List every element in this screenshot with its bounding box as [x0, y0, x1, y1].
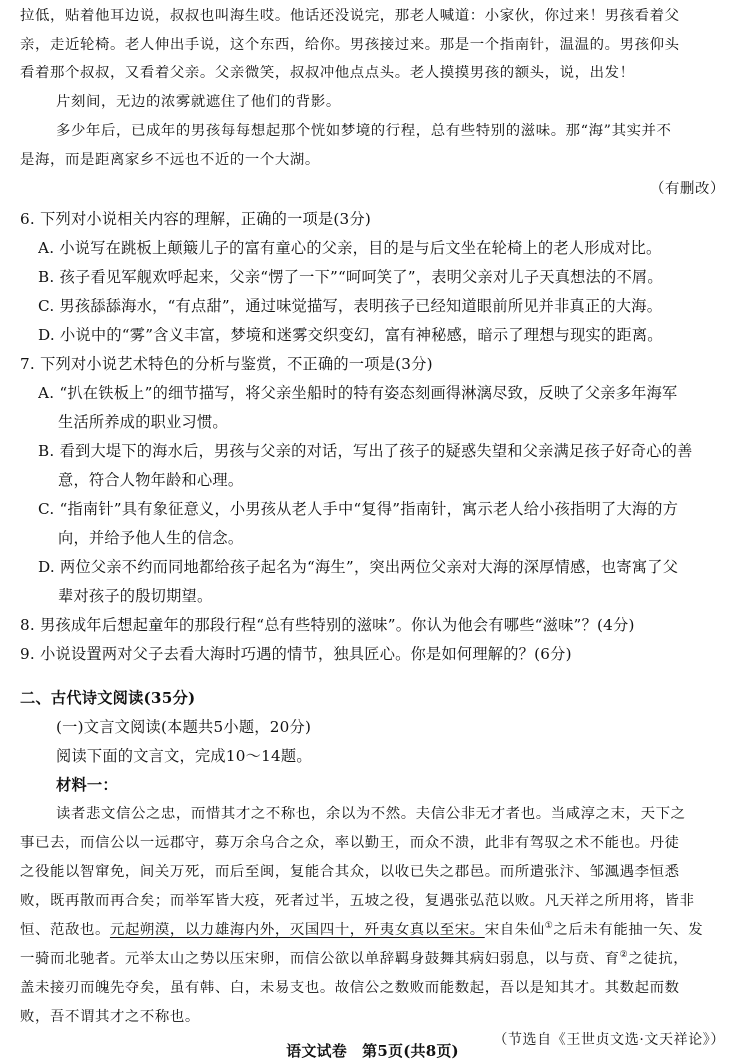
classical-line: 败，吾不谓其才之不称也。 — [20, 1009, 200, 1025]
section-2-heading: 二、古代诗文阅读(35分) — [20, 689, 196, 707]
section-2-subheading: (一)文言文阅读(本题共5小题，20分) — [56, 718, 312, 736]
question-6-stem: 6. 下列对小说相关内容的理解，正确的一项是(3分) — [20, 210, 372, 228]
question-6-option-d: D. 小说中的“雾”含义丰富，梦境和迷雾交织变幻，富有神秘感，暗示了理想与现实的距离。 — [38, 326, 663, 344]
question-6-option-c: C. 男孩舔舔海水，“有点甜”，通过味觉描写，表明孩子已经知道眼前所见并非真正的大海。 — [38, 297, 663, 315]
story-line: 多少年后，已成年的男孩每每想起那个恍如梦境的行程，总有些特别的滋味。那“海”其实并不 — [56, 123, 672, 139]
classical-line: 读者悲文信公之忠，而惜其才之不称也，余以为不然。夫信公非无才者也。当咸淳之末，天下之 — [56, 806, 686, 822]
underlined-sentence: 元起朔漠，以力雄海内外，灭国四十，歼夷女真以至宋。 — [109, 922, 485, 938]
question-9: 9. 小说设置两对父子去看大海时巧遇的情节，独具匠心。你是如何理解的？(6分) — [20, 645, 572, 663]
source-note: （有删改） — [650, 181, 725, 197]
story-line: 片刻间，无边的浓雾就遮住了他们的背影。 — [56, 94, 341, 110]
classical-line — [20, 949, 725, 969]
question-7-option-b-cont: 意，符合人物年龄和心理。 — [58, 471, 244, 489]
classical-line: 之役能以智窜免，间关万死，而后至闽，复能合其众，以收已失之郡邑。而所遣张汴、邹渢遇李恒悉 — [20, 864, 680, 880]
classical-line: 事已去，而信公以一远郡守，募万余乌合之众，率以勤王，而众不溃，此非有驾驭之术不能也。丹徒 — [20, 835, 680, 851]
question-7-option-c-cont: 向，并给予他人生的信念。 — [58, 529, 244, 547]
question-6-option-a: A. 小说写在跳板上颠簸儿子的富有童心的父亲，目的是与后文坐在轮椅上的老人形成对比。 — [38, 239, 662, 257]
classical-line: 盖未接刃而魄先夺矣，虽有韩、白，未易支也。故信公之数败而能数起，吾以是知其才。其数起而数 — [20, 980, 680, 996]
question-7-option-c: C. “指南针”具有象征意义，小男孩从老人手中“复得”指南针，寓示老人给小孩指明了大海的方 — [38, 500, 679, 518]
classical-line — [20, 920, 725, 940]
question-7-option-d: D. 两位父亲不约而同地都给孩子起名为“海生”，突出两位父亲对大海的深厚情感，也寄寓了父 — [38, 558, 679, 576]
question-8: 8. 男孩成年后想起童年的那段行程“总有些特别的滋味”。你认为他会有哪些“滋味”？(4分) — [20, 616, 635, 634]
question-7-stem: 7. 下列对小说艺术特色的分析与鉴赏，不正确的一项是(3分) — [20, 355, 433, 373]
question-7-option-b: B. 看到大堤下的海水后，男孩与父亲的对话，写出了孩子的疑惑失望和父亲满足孩子好奇心的善 — [38, 442, 693, 460]
footnote-marker: ① — [544, 921, 554, 932]
classical-text: 之徒抗， — [628, 951, 689, 967]
classical-text: 恒、范敌也。 — [20, 922, 110, 938]
story-line: 是海，而是距离家乡不远也不近的一个大湖。 — [20, 152, 320, 168]
question-6-option-b: B. 孩子看见军舰欢呼起来，父亲“愣了一下”“呵呵笑了”，表明父亲对儿子天真想法的不屑。 — [38, 268, 663, 286]
classical-text: 一骑而北驰者。元举太山之势以压宋卵，而信公欲以单辞羁身鼓舞其病妇弱息，以与贲、育 — [20, 951, 620, 967]
question-7-option-a: A. “扒在铁板上”的细节描写，将父亲坐船时的特有姿态刻画得淋漓尽致，反映了父亲多年海军 — [38, 384, 678, 402]
story-line: 亲，走近轮椅。老人伸出手说，这个东西，给你。男孩接过来。那是一个指南针，温温的。男孩仰头 — [20, 37, 680, 53]
question-7-option-d-cont: 辈对孩子的殷切期望。 — [58, 587, 213, 605]
section-2-instruction: 阅读下面的文言文，完成10～14题。 — [56, 747, 312, 765]
story-line: 看着那个叔叔，又看着父亲。父亲微笑，叔叔冲他点点头。老人摸摸男孩的额头，说，出发！ — [20, 65, 635, 81]
story-line: 拉低，贴着他耳边说，叔叔也叫海生哎。他话还没说完，那老人喊道：小家伙，你过来！男孩看着父 — [20, 8, 680, 24]
citation: （节选自《王世贞文选·文天祥论》） — [493, 1032, 725, 1048]
question-7-option-a-cont: 生活所养成的职业习惯。 — [58, 413, 228, 431]
footnote-marker: ② — [619, 950, 629, 961]
classical-line: 败，既再散而再合矣；而举军皆大疫，死者过半，五坡之役，复遇张弘范以败。凡天祥之所用将，皆非 — [20, 893, 695, 909]
page-footer: 语文试卷 第5页(共8页) — [286, 1042, 459, 1060]
material-label: 材料一： — [56, 776, 118, 794]
classical-text: 之后未有能抽一矢、发 — [553, 922, 704, 938]
classical-text: 宋自朱仙 — [484, 922, 545, 938]
